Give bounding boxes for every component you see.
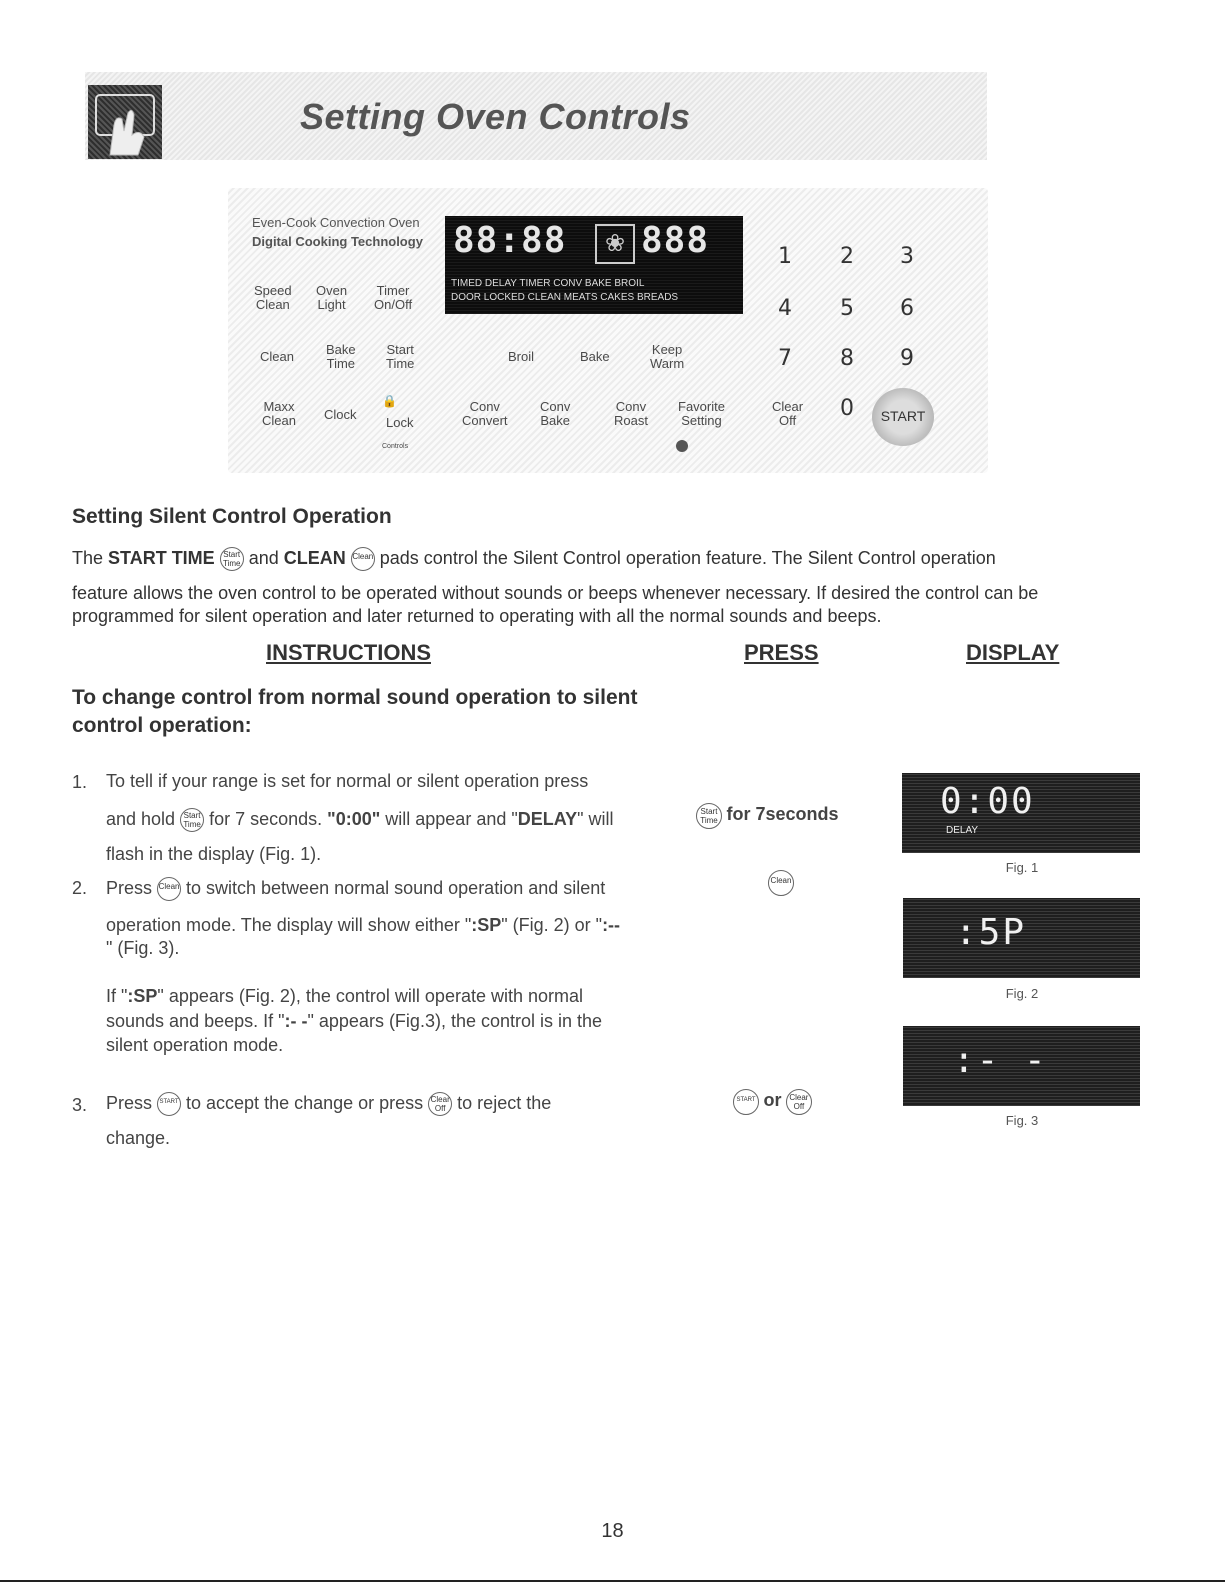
- step-1-line-2: [106, 806, 614, 832]
- press-step-1-text: for 7seconds: [726, 804, 839, 825]
- step-text: to accept the change or press: [181, 1093, 429, 1113]
- note-text: " appears (Fig. 2), the control will operate with normal: [157, 986, 583, 1006]
- intro-line-2: feature allows the oven control to be operated without sounds or beeps whenever necessary. If desired the control can be: [72, 583, 1039, 603]
- note-line-2: [106, 1008, 602, 1034]
- step-text: for 7 seconds.: [204, 809, 328, 829]
- start-time-pad-icon: Start Time: [220, 547, 244, 571]
- clean-pad-icon: Clean: [351, 547, 375, 571]
- clean-pad[interactable]: Clean: [260, 349, 294, 364]
- clear-off-pad-icon: Clear Off: [428, 1092, 452, 1116]
- note-bold: :SP: [127, 986, 158, 1006]
- page-title: Setting Oven Controls: [300, 96, 691, 137]
- digit-4-pad[interactable]: 4: [778, 296, 792, 321]
- step-text: to reject the: [452, 1093, 552, 1113]
- clean-pad-icon: Clean: [157, 877, 181, 901]
- step-text: and hold: [106, 809, 181, 829]
- step-text: to switch between normal sound operation and silent: [181, 878, 606, 898]
- step-3-line-2: change.: [106, 1128, 171, 1148]
- display-header: DISPLAY: [966, 640, 1060, 665]
- digit-8-pad[interactable]: 8: [840, 346, 854, 371]
- digit-2-pad[interactable]: 2: [840, 244, 854, 269]
- start-pad-icon: START: [157, 1092, 181, 1116]
- step-text: operation mode. The display will show either ": [106, 915, 472, 935]
- fig-3-display: [903, 1026, 1140, 1106]
- fig-3-caption: Fig. 3: [1005, 1113, 1039, 1128]
- conv-roast-pad[interactable]: Conv Roast: [614, 399, 648, 428]
- conv-bake-pad[interactable]: Conv Bake: [540, 399, 571, 428]
- fig-2-display: [903, 898, 1140, 978]
- start-time-pad-icon: Start Time: [180, 808, 204, 832]
- keep-warm-pad[interactable]: Keep Warm: [650, 342, 685, 371]
- favorite-setting-pad[interactable]: Favorite Setting: [678, 399, 725, 428]
- digit-9-pad[interactable]: 9: [900, 346, 914, 371]
- bottom-rule: [0, 1580, 1225, 1582]
- fig-2-caption: Fig. 2: [1005, 986, 1039, 1001]
- instructions-header: INSTRUCTIONS: [266, 640, 431, 665]
- fig-1-display: [902, 773, 1140, 853]
- step-2-line-1: [106, 875, 605, 901]
- start-time-pad-icon: Start Time: [696, 803, 722, 829]
- digit-1-pad[interactable]: 1: [778, 244, 792, 269]
- digit-7-pad[interactable]: 7: [778, 346, 792, 371]
- display-indicator-row-2: DOOR LOCKED CLEAN MEATS CAKES BREADS: [451, 292, 679, 303]
- step-2-line-2: [106, 912, 620, 938]
- step-1-number: 1.: [72, 772, 88, 792]
- step-1-line-1: To tell if your range is set for normal or silent operation press: [106, 771, 589, 791]
- display-indicator-row-1: TIMED DELAY TIMER CONV BAKE BROIL: [451, 278, 645, 289]
- digit-6-pad[interactable]: 6: [900, 296, 914, 321]
- bake-pad[interactable]: Bake: [580, 349, 610, 364]
- step-2-line-3: " (Fig. 3).: [106, 938, 180, 958]
- panel-display: [445, 216, 743, 314]
- press-step-3: [733, 1089, 812, 1115]
- intro-line-1: [72, 545, 996, 571]
- fig-2-value: :5P: [955, 912, 1027, 953]
- start-pad-icon: START: [733, 1089, 759, 1115]
- step-text: will appear and ": [380, 809, 518, 829]
- intro-text: and: [243, 548, 284, 568]
- intro-line-3: programmed for silent operation and later returned to operating with all the normal sounds and beeps.: [72, 606, 882, 626]
- start-pad-label: START: [880, 408, 926, 424]
- digit-5-pad[interactable]: 5: [840, 296, 854, 321]
- press-step-3-or: or: [763, 1090, 782, 1111]
- clear-off-pad[interactable]: Clear Off: [772, 399, 804, 428]
- intro-clean: CLEAN: [283, 548, 346, 568]
- step-2-number: 2.: [72, 878, 88, 898]
- step-text: " (Fig. 2) or ": [501, 915, 603, 935]
- step-bold: "0:00": [327, 809, 381, 829]
- lock-icon: 🔒: [382, 394, 397, 408]
- digit-3-pad[interactable]: 3: [900, 244, 914, 269]
- note-line-3: silent operation mode.: [106, 1035, 284, 1055]
- section-heading: Setting Silent Control Operation: [72, 505, 392, 528]
- speed-clean-pad[interactable]: Speed Clean: [254, 283, 292, 312]
- step-bold: :SP: [471, 915, 502, 935]
- note-text: sounds and beeps. If ": [106, 1011, 285, 1031]
- lock-pad[interactable]: Lock: [386, 415, 414, 430]
- oven-light-pad[interactable]: Oven Light: [316, 283, 348, 312]
- note-text: " appears (Fig.3), the control is in the: [307, 1011, 603, 1031]
- intro-text: The: [72, 548, 109, 568]
- press-header: PRESS: [744, 640, 819, 665]
- bake-time-pad[interactable]: Bake Time: [326, 342, 356, 371]
- step-text: Press: [106, 1093, 158, 1113]
- intro-start-time: START TIME: [108, 548, 215, 568]
- start-pad[interactable]: [872, 388, 934, 446]
- fig-1-value: 0:00: [940, 781, 1035, 822]
- maxx-clean-pad[interactable]: Maxx Clean: [262, 399, 296, 428]
- digit-0-pad[interactable]: 0: [840, 396, 854, 421]
- step-3-line-1: [106, 1090, 551, 1116]
- step-bold: DELAY: [517, 809, 578, 829]
- step-bold: :--: [602, 915, 621, 935]
- fan-icon: ❀: [595, 224, 635, 264]
- sub-heading: To change control from normal sound operation to silent control operation:: [72, 686, 638, 737]
- clean-pad-icon: Clean: [768, 870, 794, 896]
- step-1-line-3: flash in the display (Fig. 1).: [106, 844, 322, 864]
- fig-1-caption: Fig. 1: [1005, 860, 1039, 875]
- fig-3-value: :- -: [953, 1040, 1048, 1081]
- page-number: 18: [601, 1520, 624, 1542]
- controls-label: Controls: [382, 443, 409, 450]
- clear-off-pad-icon: Clear Off: [786, 1089, 812, 1115]
- note-bold: :- -: [284, 1011, 308, 1031]
- press-step-1: [696, 803, 839, 829]
- brand-line-2: Digital Cooking Technology: [252, 234, 423, 249]
- brand-line-1: Even-Cook Convection Oven: [252, 215, 420, 230]
- note-line-1: [106, 983, 583, 1009]
- display-temp-digits: 888: [641, 220, 710, 261]
- hand-pressing-pad-icon: [88, 85, 162, 159]
- favorite-heart-icon: [676, 440, 688, 452]
- start-time-pad[interactable]: Start Time: [386, 342, 415, 371]
- display-time-digits: 88:88: [453, 220, 567, 261]
- broil-pad[interactable]: Broil: [508, 349, 535, 364]
- fig-1-delay: DELAY: [946, 825, 979, 836]
- timer-onoff-pad[interactable]: Timer On/Off: [374, 283, 413, 312]
- press-step-2: [768, 870, 794, 896]
- conv-convert-pad[interactable]: Conv Convert: [462, 399, 508, 428]
- clock-pad[interactable]: Clock: [324, 407, 357, 422]
- step-text: Press: [106, 878, 158, 898]
- intro-text: pads control the Silent Control operation feature. The Silent Control operation: [374, 548, 996, 568]
- step-3-number: 3.: [72, 1095, 88, 1115]
- note-text: If ": [106, 986, 128, 1006]
- step-text: " will: [577, 809, 614, 829]
